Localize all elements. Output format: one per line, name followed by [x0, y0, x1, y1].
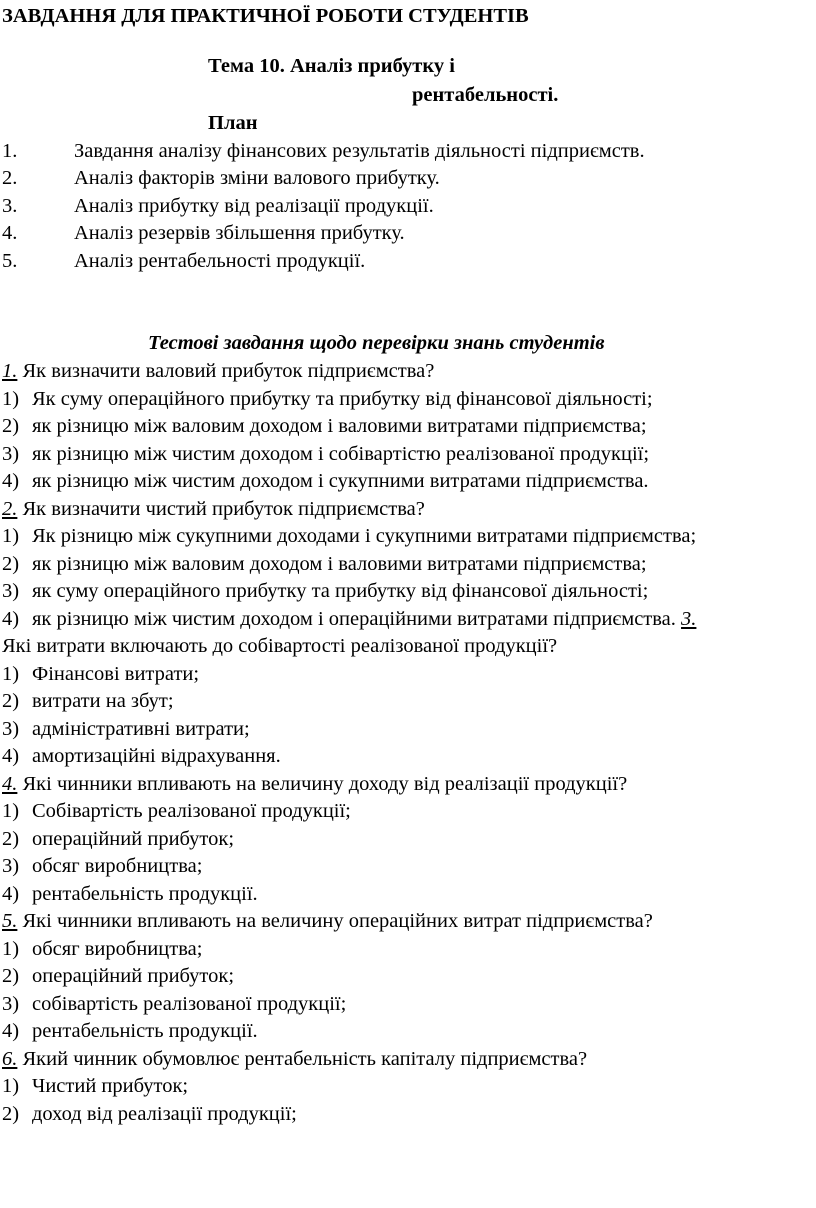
- topic-title-line1: Тема 10. Аналіз прибутку і: [208, 55, 455, 77]
- question-option: 1) Фінансові витрати;: [2, 663, 200, 685]
- question-option: 1) обсяг виробництва;: [2, 938, 203, 960]
- question-1: 1. Як визначити валовий прибуток підприємства?: [2, 360, 435, 382]
- question-option: 3) собівартість реалізованої продукції;: [2, 993, 347, 1015]
- plan-item: 4. Аналіз резервів збільшення прибутку.: [2, 222, 405, 244]
- question-option: 2) як різницю між валовим доходом і валовими витратами підприємства;: [2, 415, 647, 437]
- plan-item: 1. Завдання аналізу фінансових результатів діяльності підприємств.: [2, 140, 645, 162]
- question-4: 4. Які чинники впливають на величину доходу від реалізації продукції?: [2, 773, 628, 795]
- question-option: 4) амортизаційні відрахування.: [2, 745, 281, 767]
- question-option: 2) операційний прибуток;: [2, 965, 235, 987]
- question-3: Які витрати включають до собівартості реалізованої продукції?: [2, 635, 558, 657]
- document-heading: ЗАВДАННЯ ДЛЯ ПРАКТИЧНОЇ РОБОТИ СТУДЕНТІВ: [2, 5, 529, 27]
- question-option: 4) як різницю між чистим доходом і сукупними витратами підприємства.: [2, 470, 649, 492]
- question-option: 2) витрати на збут;: [2, 690, 174, 712]
- question-option: 3) адміністративні витрати;: [2, 718, 250, 740]
- question-option: 3) як суму операційного прибутку та прибутку від фінансової діяльності;: [2, 580, 649, 602]
- question-option: 2) як різницю між валовим доходом і валовими витратами підприємства;: [2, 553, 647, 575]
- plan-item: 2. Аналіз факторів зміни валового прибутку.: [2, 167, 440, 189]
- question-option: 3) як різницю між чистим доходом і собівартістю реалізованої продукції;: [2, 443, 650, 465]
- question-option: 1) Як суму операційного прибутку та прибутку від фінансової діяльності;: [2, 388, 653, 410]
- plan-item: 3. Аналіз прибутку від реалізації продукції.: [2, 195, 434, 217]
- question-option: 3) обсяг виробництва;: [2, 855, 203, 877]
- topic-title-line2: рентабельності.: [412, 84, 559, 106]
- question-option: 1) Як різницю між сукупними доходами і сукупними витратами підприємства;: [2, 525, 697, 547]
- question-5: 5. Які чинники впливають на величину операційних витрат підприємства?: [2, 910, 653, 932]
- question-option: 2) операційний прибуток;: [2, 828, 235, 850]
- question-option: 4) рентабельність продукції.: [2, 1020, 258, 1042]
- question-6: 6. Який чинник обумовлює рентабельність капіталу підприємства?: [2, 1048, 588, 1070]
- plan-title: План: [208, 112, 258, 134]
- question-option: 1) Собівартість реалізованої продукції;: [2, 800, 351, 822]
- question-option: 4) як різницю між чистим доходом і операційними витратами підприємства. 3.: [2, 608, 697, 630]
- tests-title: Тестові завдання щодо перевірки знань студентів: [148, 332, 605, 354]
- question-option: 4) рентабельність продукції.: [2, 883, 258, 905]
- question-option: 1) Чистий прибуток;: [2, 1075, 189, 1097]
- question-3-number: 3.: [681, 608, 697, 630]
- question-option: 2) доход від реалізації продукції;: [2, 1103, 297, 1125]
- plan-item: 5. Аналіз рентабельності продукції.: [2, 250, 366, 272]
- question-2: 2. Як визначити чистий прибуток підприємства?: [2, 498, 425, 520]
